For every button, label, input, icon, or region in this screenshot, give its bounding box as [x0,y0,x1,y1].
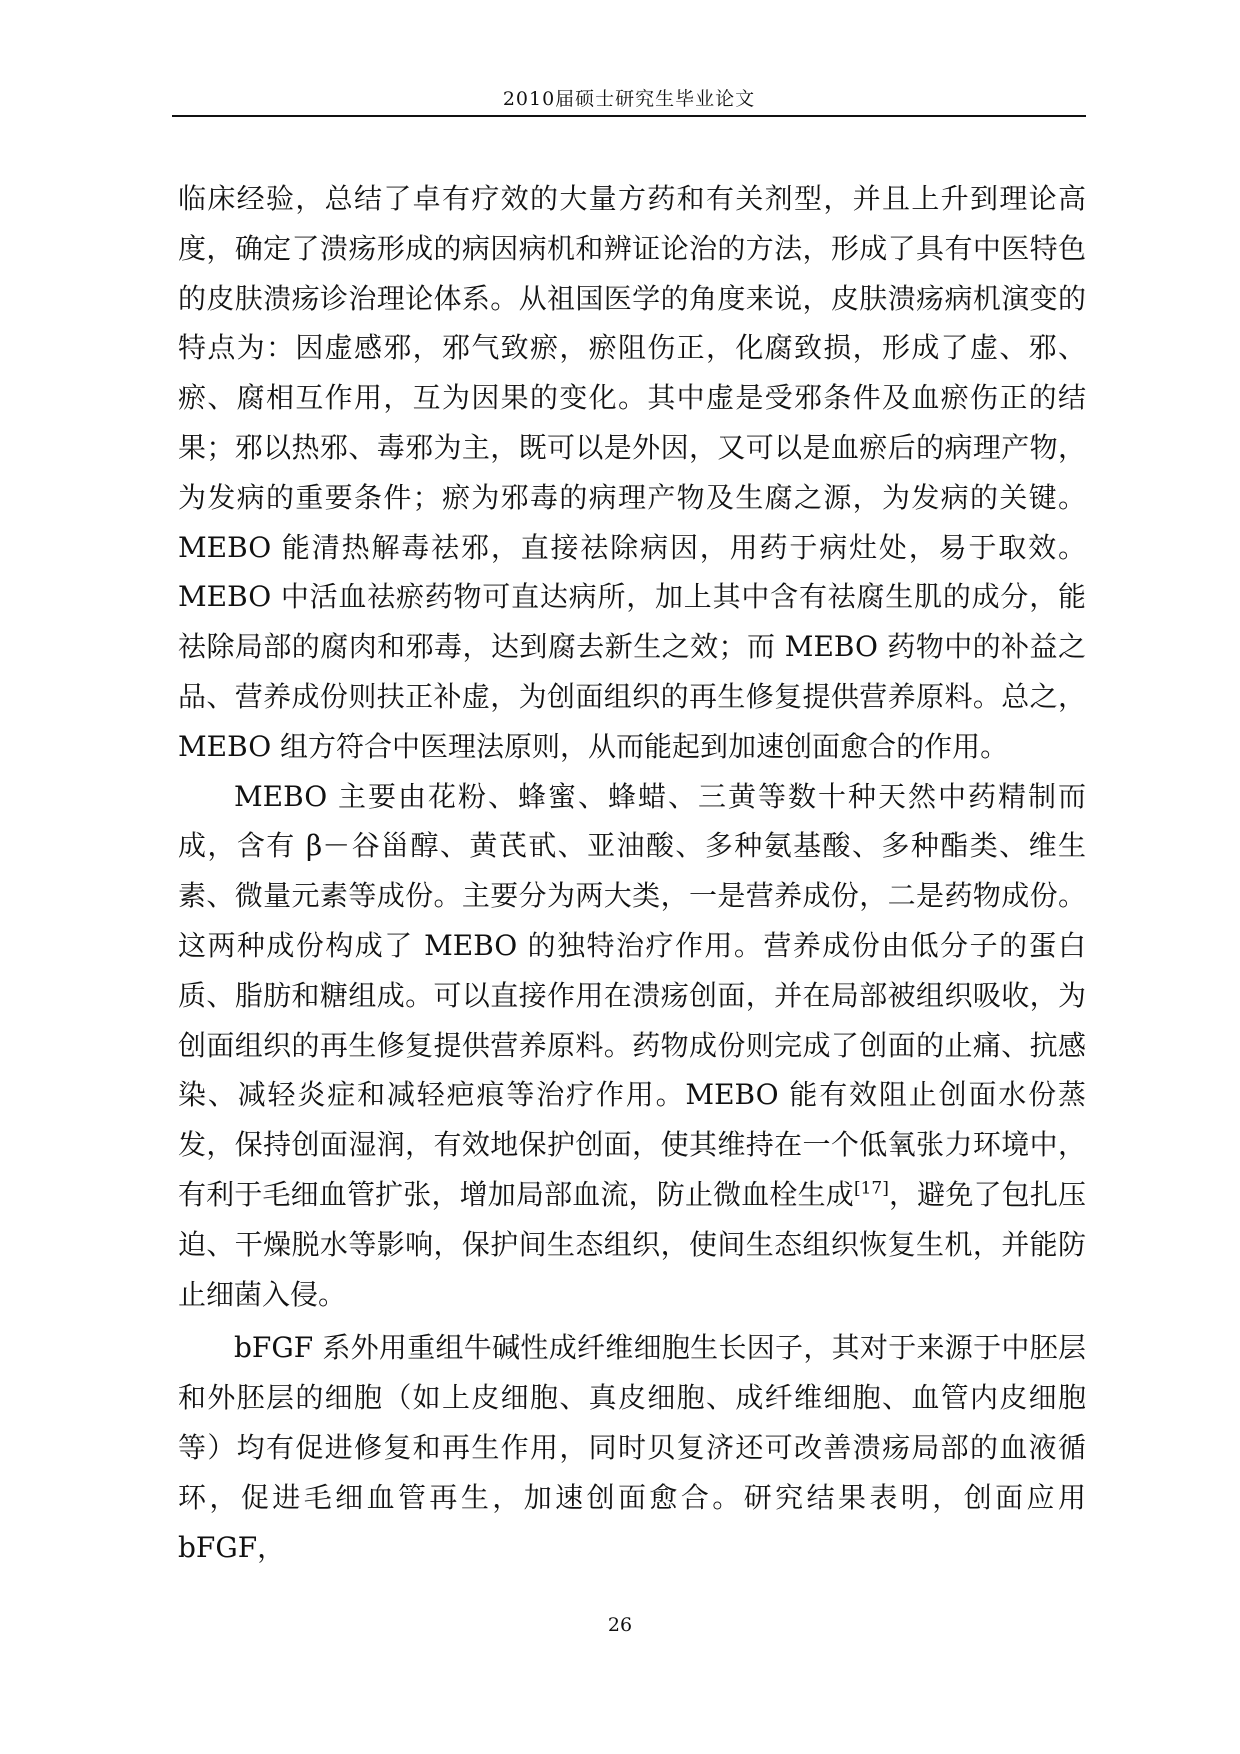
body-text [178,174,1086,1572]
citation-17: [17] [853,1178,889,1199]
running-header: 2010届硕士研究生毕业论文 [502,88,756,110]
header-rule [172,115,1086,117]
page-number: 26 [607,1614,633,1636]
paragraph-3: bFGF 系外用重组牛碱性成纤维细胞生长因子，其对于来源于中胚层和外胚层的细胞（如上皮细胞、真皮细胞、成纤维细胞、血管内皮细胞等）均有促进修复和再生作用，同时贝复济还可改善溃疡局部的血液循环，促进毛细血管再生，加速创面愈合。研究结果表明，创面应用 bFGF， [178,1331,1086,1564]
paragraph-2 [178,772,1086,1320]
paragraph-1: 临床经验，总结了卓有疗效的大量方药和有关剂型，并且上升到理论高度，确定了溃疡形成的病因病机和辨证论治的方法，形成了具有中医特色的皮肤溃疡诊治理论体系。从祖国医学的角度来说，皮肤溃疡病机演变的特点为：因虚感邪，邪气致瘀，瘀阻伤正，化腐致损，形成了虚、邪、瘀、腐相互作用，互为因果的变化。其中虚是受邪条件及血瘀伤正的结果；邪以热邪、毒邪为主，既可以是外因，又可以是血瘀后的病理产物，为发病的重要条件；瘀为邪毒的病理产物及生腐之源，为发病的关键。MEBO 能清热解毒祛邪，直接祛除病因，用药于病灶处，易于取效。MEBO 中活血祛瘀药物可直达病所，加上其中含有祛腐生肌的成分，能祛除局部的腐肉和邪毒，达到腐去新生之效；而 MEBO 药物中的补益之品、营养成份则扶正补虚，为创面组织的再生修复提供营养原料。总之，MEBO 组方符合中医理法原则，从而能起到加速创面愈合的作用。 [178,182,1086,763]
paragraph-2-text-end: ，避免了包扎压迫、干燥脱水等影响，保护间生态组织，使间生态组织恢复生机，并能防止细菌入侵。 [178,1177,1086,1311]
paragraph-2-text: MEBO 主要由花粉、蜂蜜、蜂蜡、三黄等数十种天然中药精制而成，含有 β－谷甾醇、黄芪甙、亚油酸、多种氨基酸、多种酯类、维生素、微量元素等成份。主要分为两大类，一是营养成份，二是药物成份。这两种成份构成了 MEBO 的独特治疗作用。营养成份由低分子的蛋白质、脂肪和糖组成。可以直接作用在溃疡创面，并在局部被组织吸收，为创面组织的再生修复提供营养原料。药物成份则完成了创面的止痛、抗感染、减轻炎症和减轻疤痕等治疗作用。MEBO 能有效阻止创面水份蒸发，保持创面湿润，有效地保护创面，使其维持在一个低氧张力环境中，有利于毛细血管扩张，增加局部血流，防止微血栓生成 [178,779,1086,1211]
